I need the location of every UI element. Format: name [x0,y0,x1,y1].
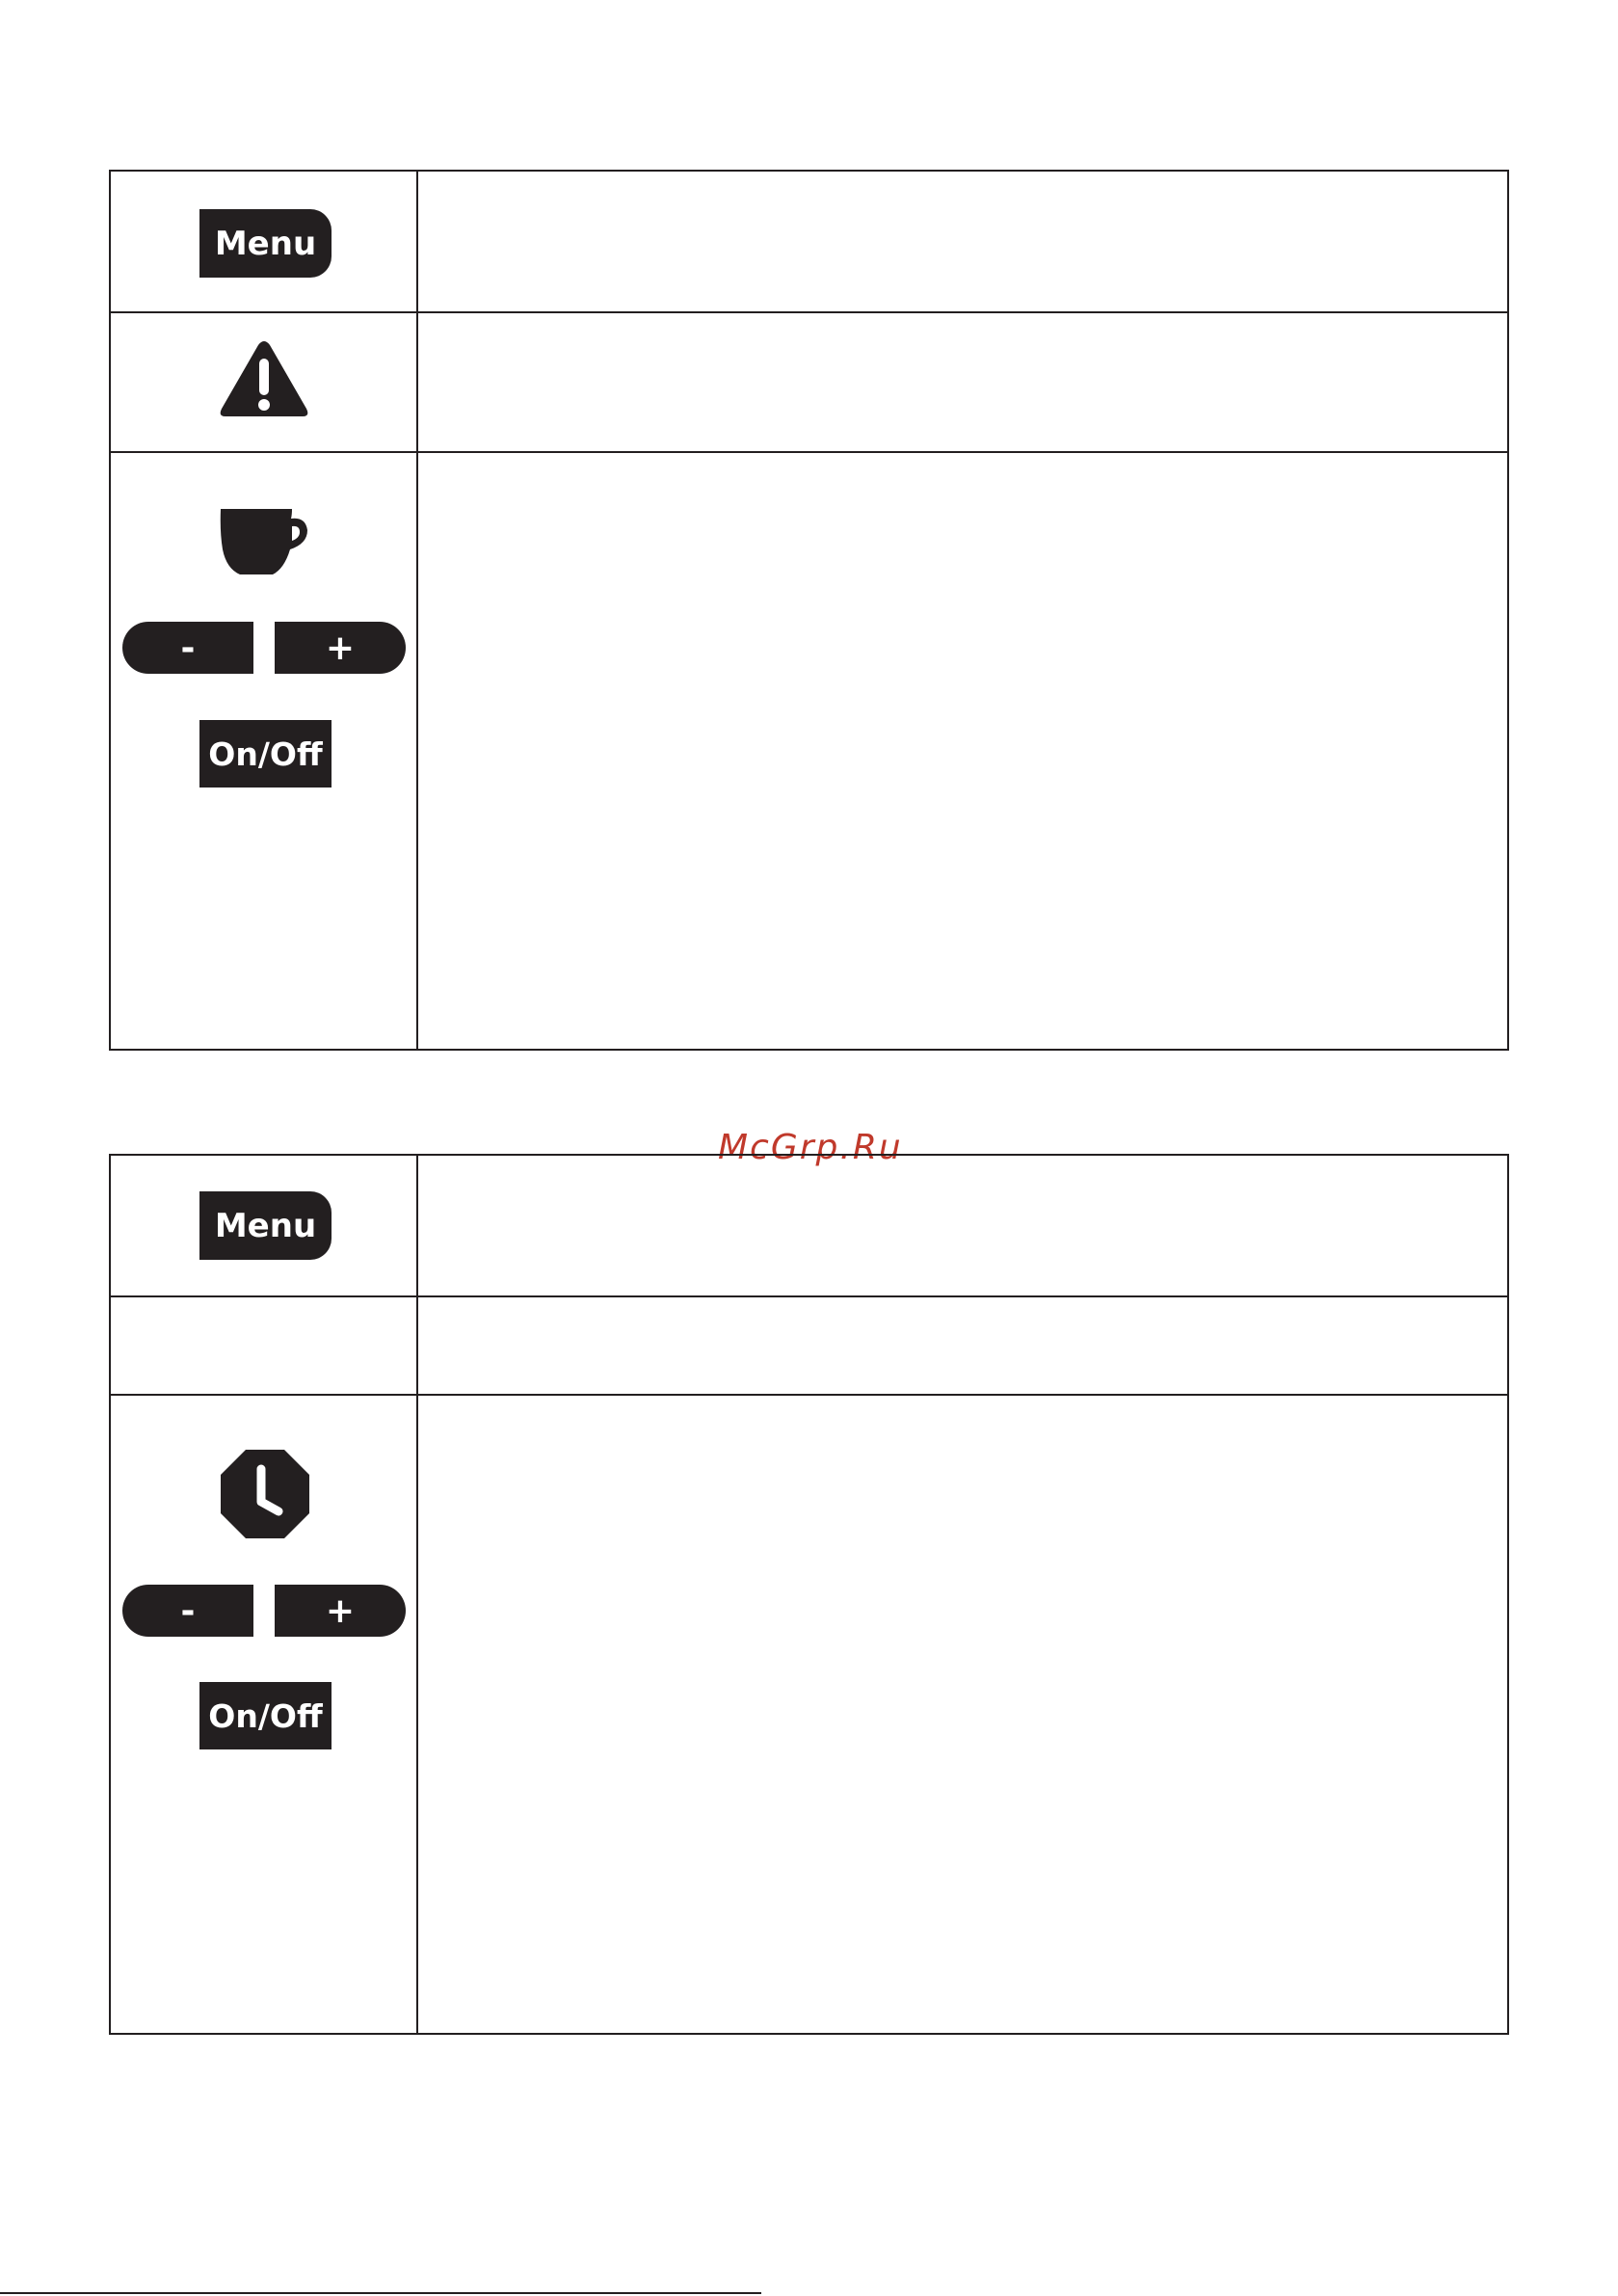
table1-row-cup [111,451,1507,1051]
menu-button[interactable]: Menu [199,209,332,278]
table2-row-empty [111,1295,1507,1394]
onoff-button[interactable]: On/Off [199,720,332,788]
table2-row-clock [111,1394,1507,2035]
menu-button[interactable]: Menu [199,1191,332,1260]
onoff-button[interactable]: On/Off [199,1682,332,1749]
table1-row-menu [111,172,1507,311]
plus-button[interactable]: + [275,1585,406,1637]
instruction-table-1 [109,170,1509,1051]
minus-button[interactable]: - [122,622,253,674]
table2-column-divider [416,1156,418,2033]
footer-rule [0,2292,761,2294]
warning-icon [220,339,308,418]
table1-row-warning [111,311,1507,451]
table2-row-menu [111,1156,1507,1295]
minus-button[interactable]: - [122,1585,253,1637]
plus-button[interactable]: + [275,622,406,674]
instruction-table-2 [109,1154,1509,2035]
clock-icon [219,1448,311,1540]
cup-icon [217,505,313,576]
watermark: McGrp.Ru [718,1128,903,1167]
table1-column-divider [416,172,418,1049]
